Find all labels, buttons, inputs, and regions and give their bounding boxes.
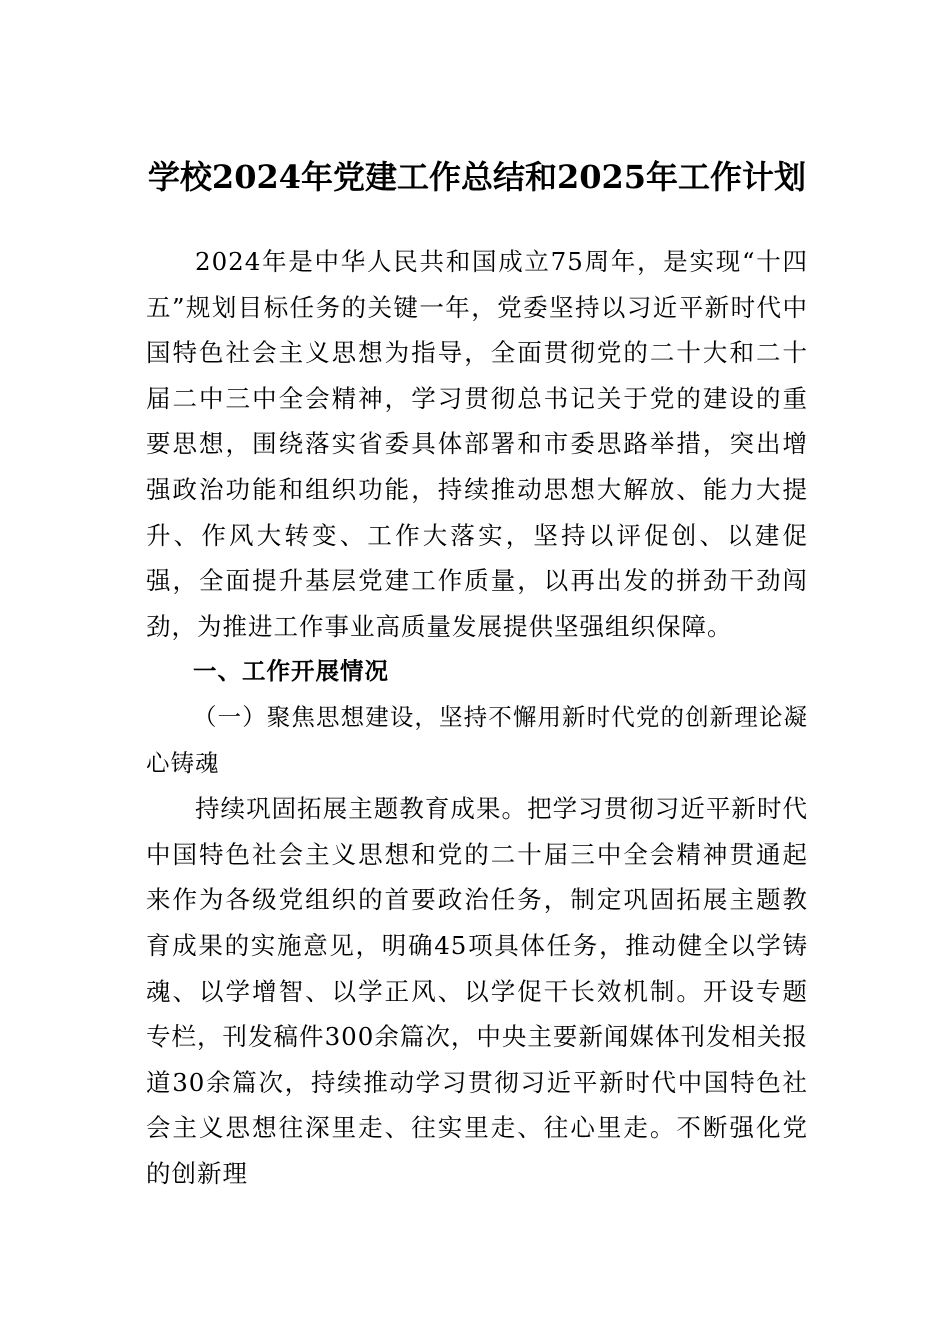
subsection-heading: （一）聚焦思想建设，坚持不懈用新时代党的创新理论凝心铸魂: [146, 702, 808, 777]
document-page: [146, 148, 808, 1196]
intro-paragraph: 2024年是中华人民共和国成立75周年，是实现“十四五”规划目标任务的关键一年，党委坚持以习近平新时代中国特色社会主义思想为指导，全面贯彻党的二十大和二十届二中三中全会精神，学习贯彻总书记关于党的建设的重要思想，围绕落实省委具体部署和市委思路举措，突出增强政治功能和组织功能，持续推动思想大解放、能力大提升、作风大转变、工作大落实，坚持以评促创、以建促强，全面提升基层党建工作质量，以再出发的拼劲干劲闯劲，为推进工作事业高质量发展提供坚强组织保障。: [146, 247, 808, 641]
document-title: 学校2024年党建工作总结和2025年工作计划: [147, 158, 807, 196]
body-paragraph: 持续巩固拓展主题教育成果。把学习贯彻习近平新时代中国特色社会主义思想和党的二十届三中全会精神贯通起来作为各级党组织的首要政治任务，制定巩固拓展主题教育成果的实施意见，明确45项具体任务，推动健全以学铸魂、以学增智、以学正风、以学促干长效机制。开设专题专栏，刊发稿件300余篇次，中央主要新闻媒体刊发相关报道30余篇次，持续推动学习贯彻习近平新时代中国特色社会主义思想往深里走、往实里走、往心里走。不断强化党的创新理: [146, 794, 808, 1188]
section-heading: 一、工作开展情况: [193, 657, 389, 686]
document-body: [146, 239, 808, 1196]
